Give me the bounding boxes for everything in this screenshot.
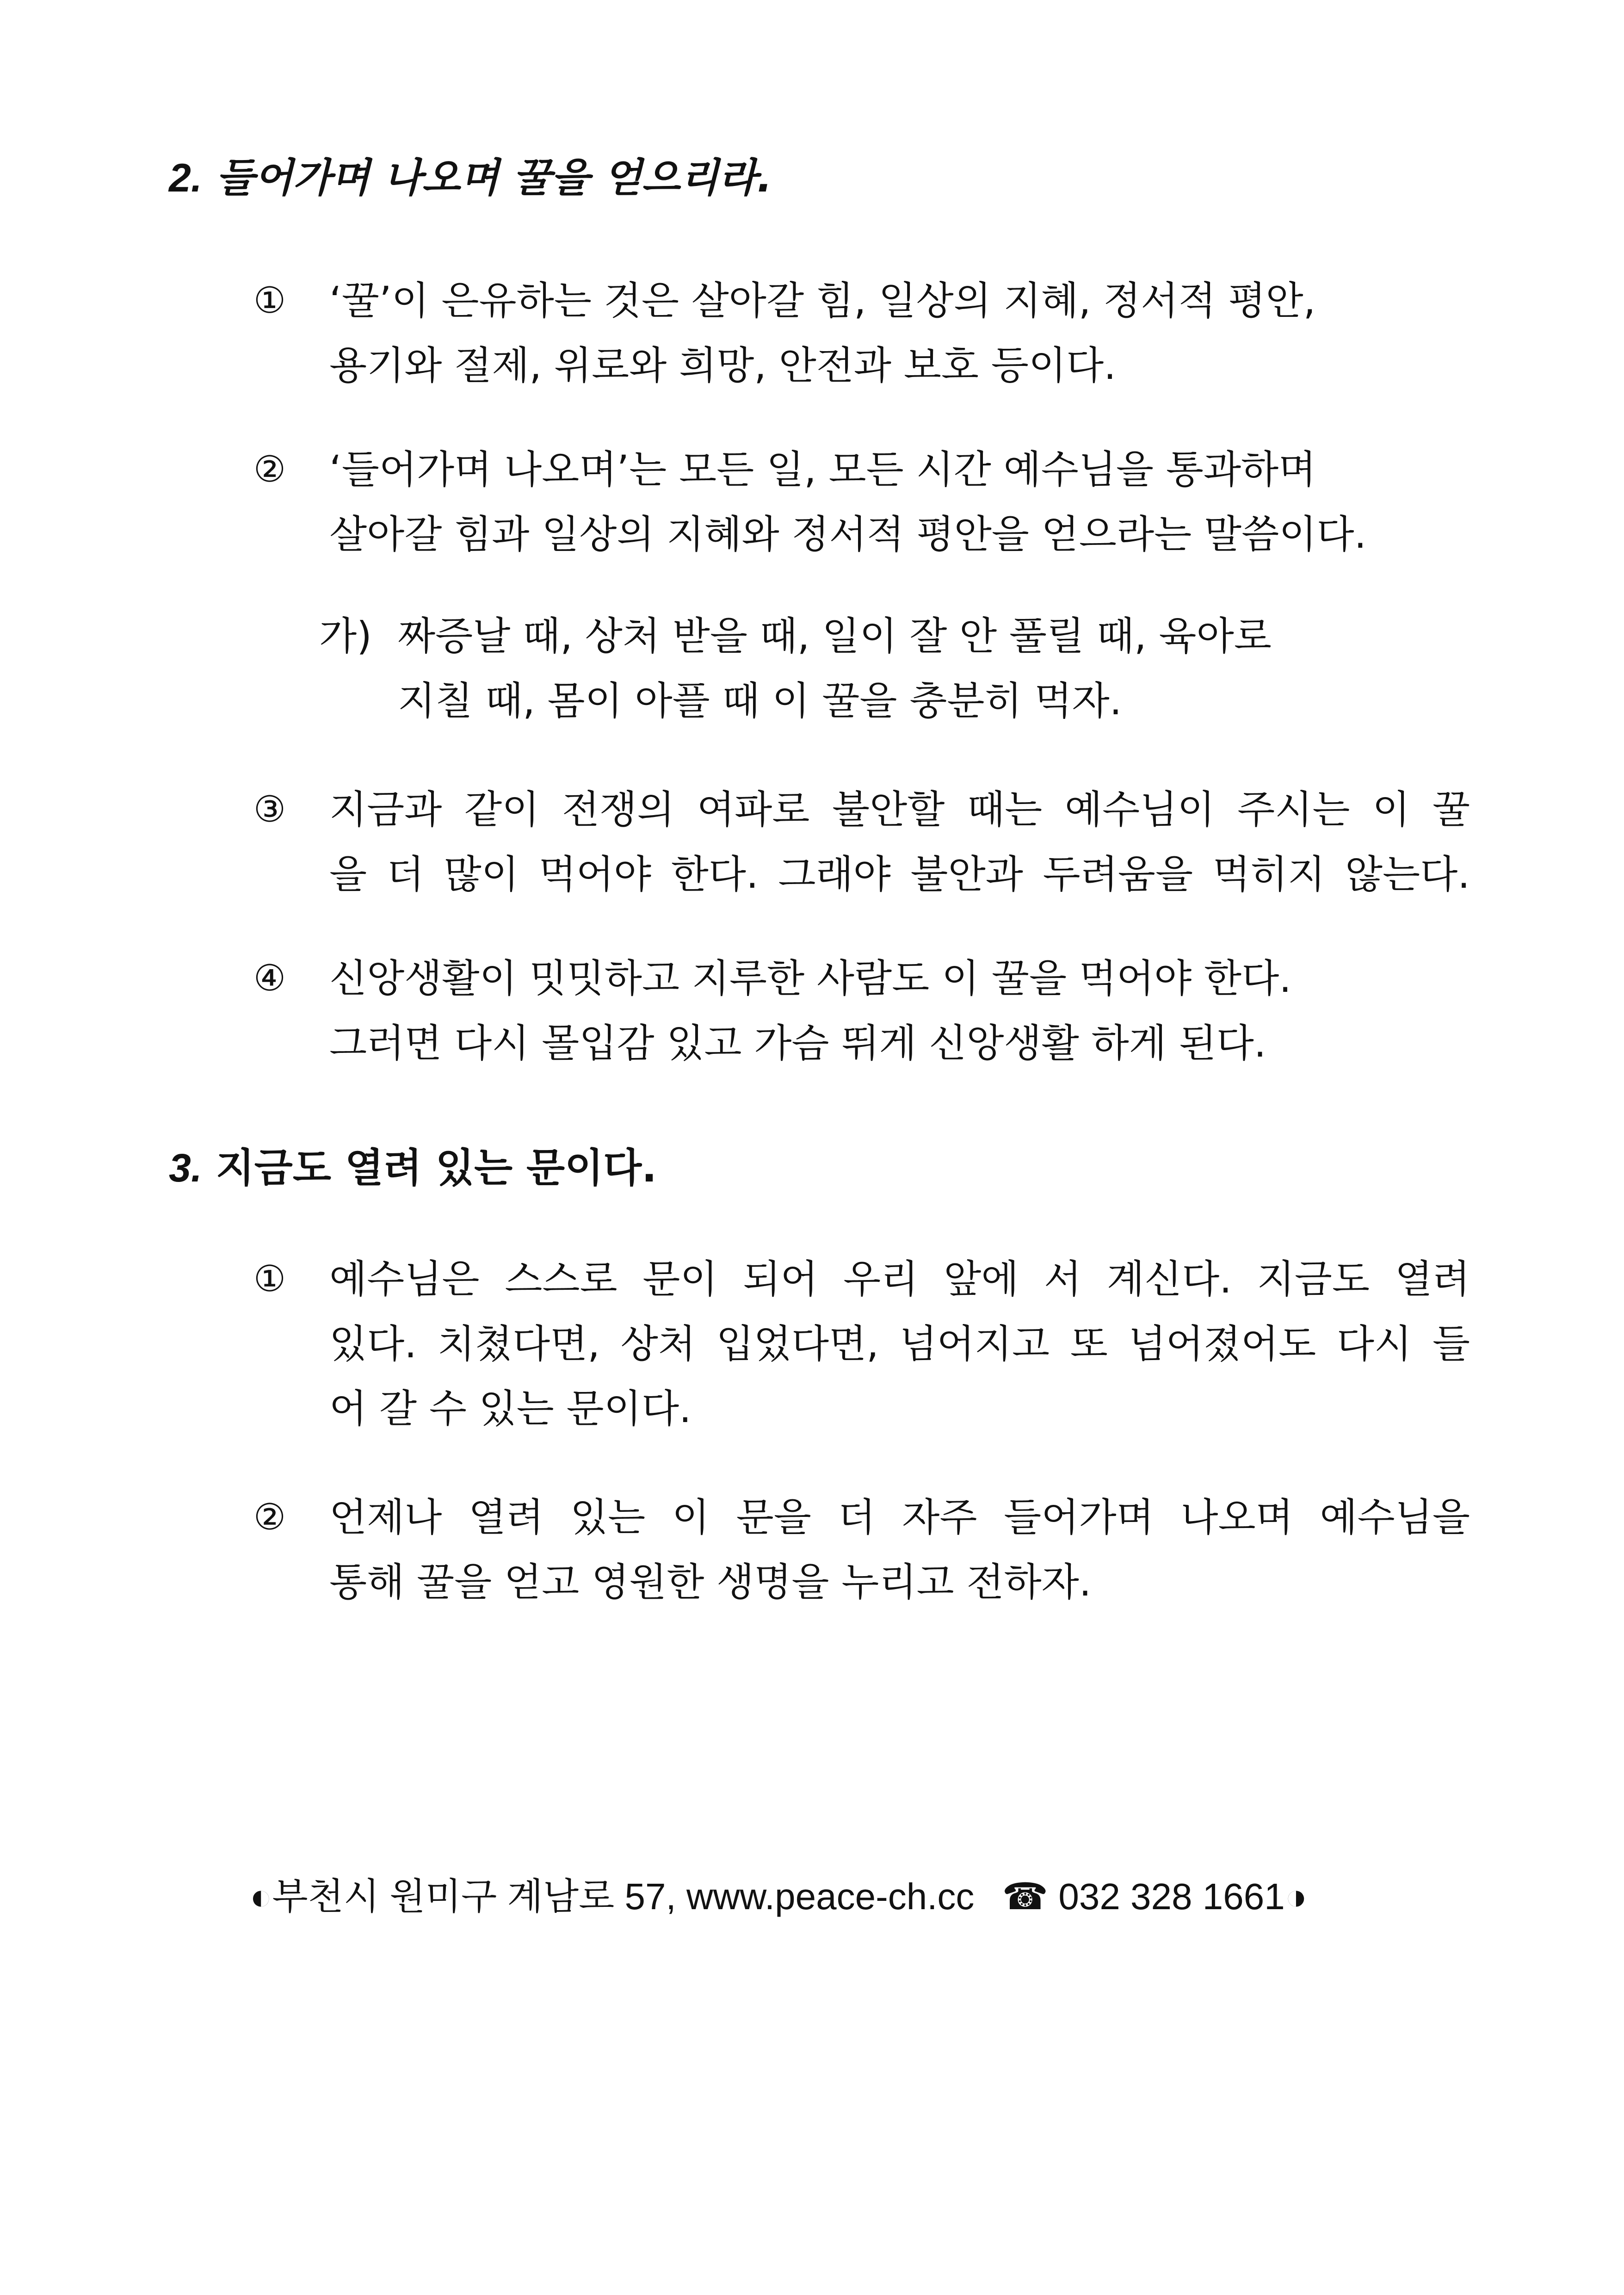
sub-item-marker: 가) bbox=[319, 613, 372, 659]
church-address: 부천시 원미구 계남로 57, www.peace-ch.cc bbox=[272, 1876, 975, 1917]
item-line: 어 갈 수 있는 문이다. bbox=[329, 1386, 692, 1431]
item-line: ‘꿀’이 은유하는 것은 살아갈 힘, 일상의 지혜, 정서적 평안, bbox=[329, 278, 1316, 323]
item-marker: ③ bbox=[253, 789, 286, 830]
item-marker: ② bbox=[253, 449, 286, 490]
section-3-title: 지금도 열려 있는 문이다. bbox=[216, 1145, 657, 1191]
item-marker: ② bbox=[253, 1497, 286, 1538]
item-marker: ④ bbox=[253, 958, 286, 999]
half-circle-left-icon: ◐ bbox=[250, 1876, 272, 1917]
phone-icon: ☎ bbox=[1002, 1875, 1049, 1918]
item-line: 언제나 열려 있는 이 문을 더 자주 들어가며 나오며 예수님을 bbox=[329, 1495, 1470, 1540]
section-2-number: 2. bbox=[169, 156, 202, 200]
phone-number: 032 328 1661 bbox=[1058, 1876, 1285, 1917]
sub-item-line: 지칠 때, 몸이 아플 때 이 꿀을 충분히 먹자. bbox=[398, 678, 1122, 724]
section-3-heading bbox=[169, 1143, 657, 1194]
footer bbox=[250, 1864, 1307, 1929]
item-line: 용기와 절제, 위로와 희망, 안전과 보호 등이다. bbox=[329, 343, 1116, 388]
item-line: 있다. 치쳤다면, 상처 입었다면, 넘어지고 또 넘어졌어도 다시 들 bbox=[329, 1321, 1470, 1367]
item-line: 신앙생활이 밋밋하고 지루한 사람도 이 꿀을 먹어야 한다. bbox=[329, 956, 1291, 1001]
item-line: 살아갈 힘과 일상의 지혜와 정서적 평안을 얻으라는 말씀이다. bbox=[329, 512, 1367, 557]
item-line: 예수님은 스스로 문이 되어 우리 앞에 서 계신다. 지금도 열려 bbox=[329, 1256, 1470, 1302]
sub-item-line: 짜증날 때, 상처 받을 때, 일이 잘 안 풀릴 때, 육아로 bbox=[398, 613, 1272, 659]
item-marker: ① bbox=[253, 1258, 286, 1300]
item-line: ‘들어가며 나오며’는 모든 일, 모든 시간 예수님을 통과하며 bbox=[329, 447, 1316, 492]
half-circle-right-icon: ◑ bbox=[1284, 1876, 1308, 1917]
item-marker: ① bbox=[253, 280, 286, 322]
section-2-title: 들어가며 나오며 꿀을 얻으리라. bbox=[216, 155, 772, 201]
item-line: 을 더 많이 먹어야 한다. 그래야 불안과 두려움을 먹히지 않는다. bbox=[329, 852, 1470, 897]
item-line: 통해 꿀을 얻고 영원한 생명을 누리고 전하자. bbox=[329, 1559, 1092, 1605]
item-line: 그러면 다시 몰입감 있고 가슴 뛰게 신앙생활 하게 된다. bbox=[329, 1021, 1266, 1066]
item-line: 지금과 같이 전쟁의 여파로 불안할 때는 예수님이 주시는 이 꿀 bbox=[329, 787, 1470, 832]
section-2-heading bbox=[169, 153, 772, 204]
section-3-number: 3. bbox=[169, 1146, 202, 1190]
